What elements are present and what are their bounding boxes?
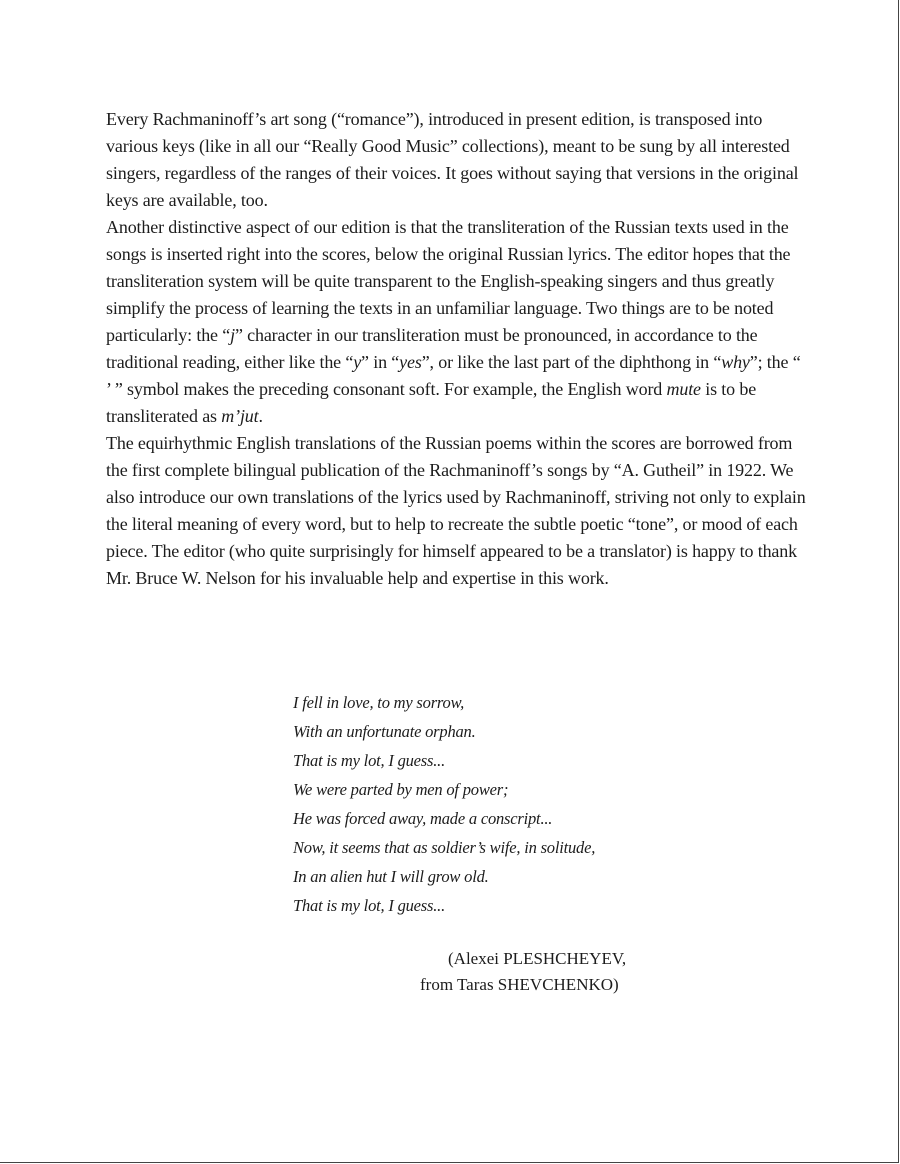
- poem-line: That is my lot, I guess...: [293, 896, 446, 915]
- preface-paragraph-2: [106, 214, 806, 430]
- italic-yes: yes: [399, 352, 422, 372]
- text-run: .: [258, 406, 263, 426]
- text-run: ” in “: [361, 352, 400, 372]
- poem-line: We were parted by men of power;: [293, 780, 509, 799]
- attribution-source: from Taras SHEVCHENKO): [420, 975, 619, 994]
- italic-mjut: m’jut: [221, 406, 259, 426]
- poem-line: I fell in love, to my sorrow,: [293, 693, 465, 712]
- poem-epigraph: [293, 688, 595, 920]
- preface-paragraph-3: [106, 430, 806, 592]
- text-run: ” character in our transliteration must be pronounced, in accordance to the traditional reading, either like the “: [106, 325, 758, 372]
- italic-y: y: [353, 352, 362, 372]
- italic-j: j: [230, 325, 235, 345]
- text-run: Mr. Bruce W. Nelson for his invaluable help and expertise in this work.: [106, 568, 609, 588]
- preface-paragraph-1: Every Rachmaninoff’s art song (“romance”), introduced in present edition, is transposed into various keys (like in all our “Really Good Music” collections), meant to be sung by all interested singers, regardless of the ranges of their voices. It goes without saying that versions in the original keys are available, too.: [106, 109, 799, 210]
- text-run: Another distinctive aspect of our edition is that the transliteration of the Russian texts used in the songs is inserted right into the scores, below the original Russian lyrics. The editor hopes that the transliteration system will be quite transparent to the English-speaking singers and thus greatly simplify the process of learning the texts in an unfamiliar language. Two things are to be noted particularly: the “: [106, 217, 791, 345]
- poem-line: With an unfortunate orphan.: [293, 722, 476, 741]
- text-run: ”, or like the last part of the diphthong in “: [421, 352, 722, 372]
- poem-line: He was forced away, made a conscript...: [293, 809, 553, 828]
- attribution-author: (Alexei PLESHCHEYEV,: [448, 949, 627, 968]
- editor-preface: [106, 106, 806, 592]
- italic-mute: mute: [666, 379, 701, 399]
- poem-line: In an alien hut I will grow old.: [293, 867, 489, 886]
- text-run: ”; the “ ’ ” symbol makes the preceding consonant soft. For example, the English word: [106, 352, 801, 399]
- text-run: The equirhythmic English translations of the Russian poems within the scores are borrowed from the first complete bilingual publication of the Rachmaninoff’s songs by “A. Gutheil” in 1922. We also introduce our own translations of the lyrics used by Rachmaninoff, striving not only to explain the literal meaning of every word, but to help to recreate the subtle poetic “tone”, or mood of each piece. The editor (who quite surprisingly for himself appeared to be a translator) is happy to thank: [106, 433, 806, 561]
- text-run: is to be transliterated as: [106, 379, 757, 426]
- italic-why: why: [721, 352, 750, 372]
- poem-line: Now, it seems that as soldier’s wife, in solitude,: [293, 838, 596, 857]
- poem-line: That is my lot, I guess...: [293, 751, 446, 770]
- poem-attribution: [420, 946, 670, 998]
